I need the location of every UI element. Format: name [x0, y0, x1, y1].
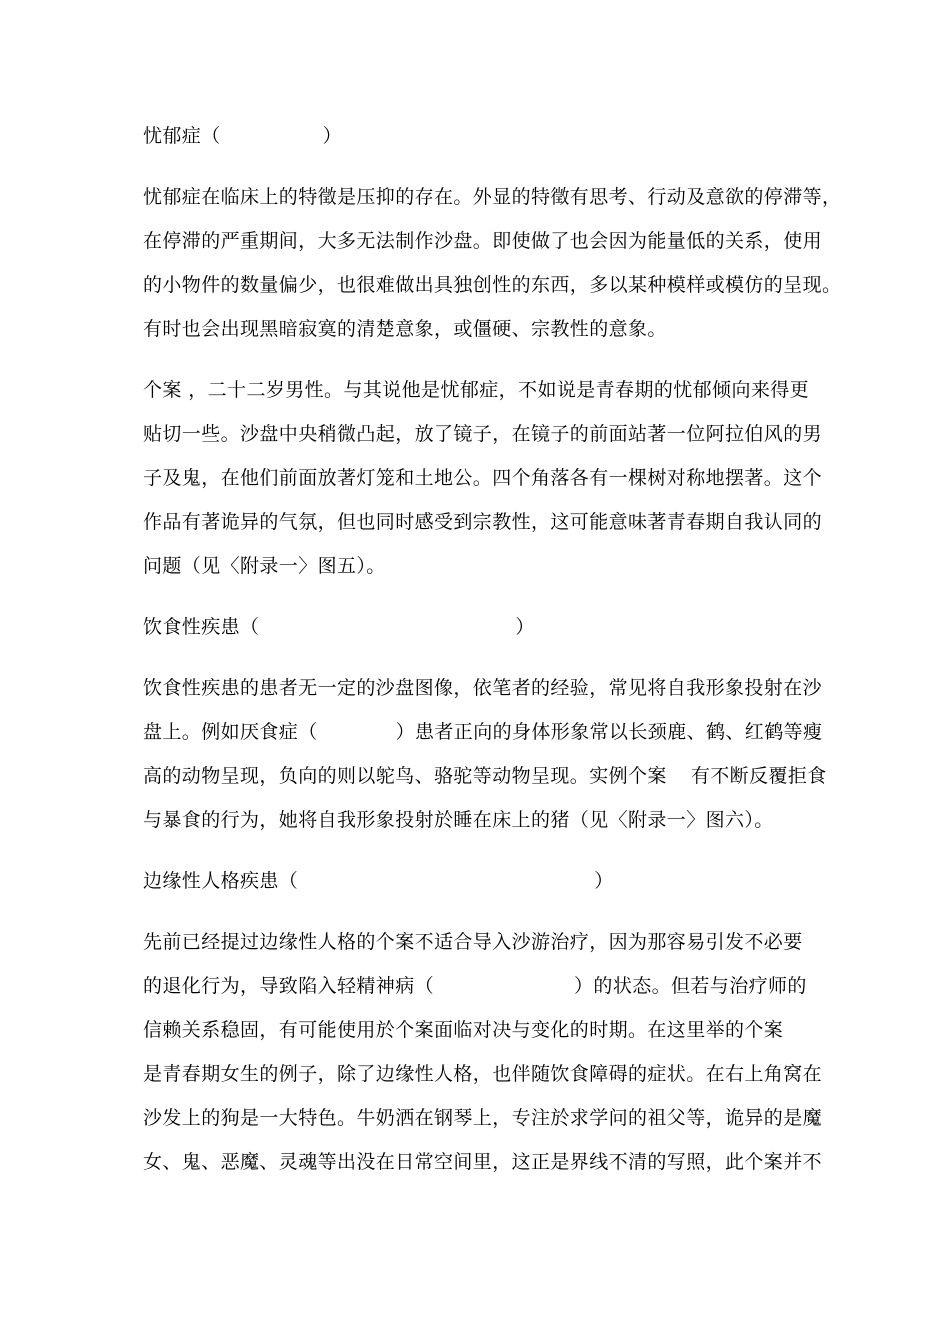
paragraph-line: 贴切一些。沙盘中央稍微凸起，放了镜子，在镜子的前面站著一位阿拉伯风的男: [143, 423, 823, 445]
heading-borderline: [143, 869, 614, 893]
paragraph-line-prefix: 盘上。例如厌食症（: [143, 721, 318, 743]
heading-borderline-suffix: ）: [594, 870, 614, 892]
paragraph-line: 信赖关系稳固，有可能使用於个案面临对决与变化的时期。在这里举的个案: [143, 1019, 784, 1041]
paragraph-line: 忧郁症在临床上的特徵是压抑的存在。外显的特徵有思考、行动及意欲的停滞等，: [143, 186, 842, 208]
paragraph-line: 子及鬼，在他们前面放著灯笼和土地公。四个角落各有一棵树对称地摆著。这个: [143, 467, 823, 489]
heading-depression-prefix: 忧郁症（: [143, 125, 221, 147]
paragraph-line-suffix: ）患者正向的身体形象常以长颈鹿、鹤、红鹤等瘦: [395, 721, 823, 743]
heading-borderline-prefix: 边缘性人格疾患（: [143, 870, 299, 892]
paragraph-line: 沙发上的狗是一大特色。牛奶洒在钢琴上，专注於求学问的祖父等，诡异的是魔: [143, 1107, 823, 1129]
paragraph-line: 作品有著诡异的气氛，但也同时感受到宗教性，这可能意味著青春期自我认同的: [143, 511, 823, 533]
paragraph-line-suffix: 有不断反覆拒食: [690, 765, 827, 787]
paragraph-line: 问题（见〈附录一〉图五）。: [143, 555, 386, 577]
heading-eating-prefix: 饮食性疾患（: [143, 616, 260, 638]
paragraph-line: 的小物件的数量偏少，也很难做出具独创性的东西，多以某种模样或模仿的呈现。: [143, 274, 842, 296]
paragraph-line: 个案 ，二十二岁男性。与其说他是忧郁症，不如说是青春期的忧郁倾向来得更: [143, 379, 810, 401]
paragraph-line: 在停滞的严重期间，大多无法制作沙盘。即使做了也会因为能量低的关系，使用: [143, 230, 823, 252]
paragraph-line: 女、鬼、恶魔、灵魂等出没在日常空间里，这正是界线不清的写照，此个案并不: [143, 1151, 823, 1173]
heading-depression: [143, 124, 342, 148]
heading-depression-suffix: ）: [322, 125, 343, 147]
paragraph-line: 饮食性疾患的患者无一定的沙盘图像，依笔者的经验，常见将自我形象投射在沙: [143, 677, 823, 699]
paragraph-line-prefix: 高的动物呈现，负向的则以鸵鸟、骆驼等动物呈现。实例个案: [143, 765, 667, 787]
paragraph-line: [143, 764, 827, 788]
paragraph-line-suffix: ）的状态。但若与治疗师的: [574, 975, 807, 997]
paragraph-line: [143, 974, 807, 998]
paragraph-line-prefix: 的退化行为，导致陷入轻精神病（: [143, 975, 435, 997]
paragraph-line: 有时也会出现黑暗寂寞的清楚意象，或僵硬、宗教性的意象。: [143, 318, 667, 340]
paragraph-line: 与暴食的行为，她将自我形象投射於睡在床上的猪（见〈附录一〉图六）。: [143, 809, 774, 831]
heading-eating-suffix: ）: [515, 616, 535, 638]
heading-eating-disorder: [143, 615, 535, 639]
paragraph-line: 是青春期女生的例子，除了边缘性人格，也伴随饮食障碍的症状。在右上角窝在: [143, 1063, 823, 1085]
paragraph-line: [143, 720, 822, 744]
paragraph-line: 先前已经提过边缘性人格的个案不适合导入沙游治疗，因为那容易引发不必要: [143, 931, 803, 953]
